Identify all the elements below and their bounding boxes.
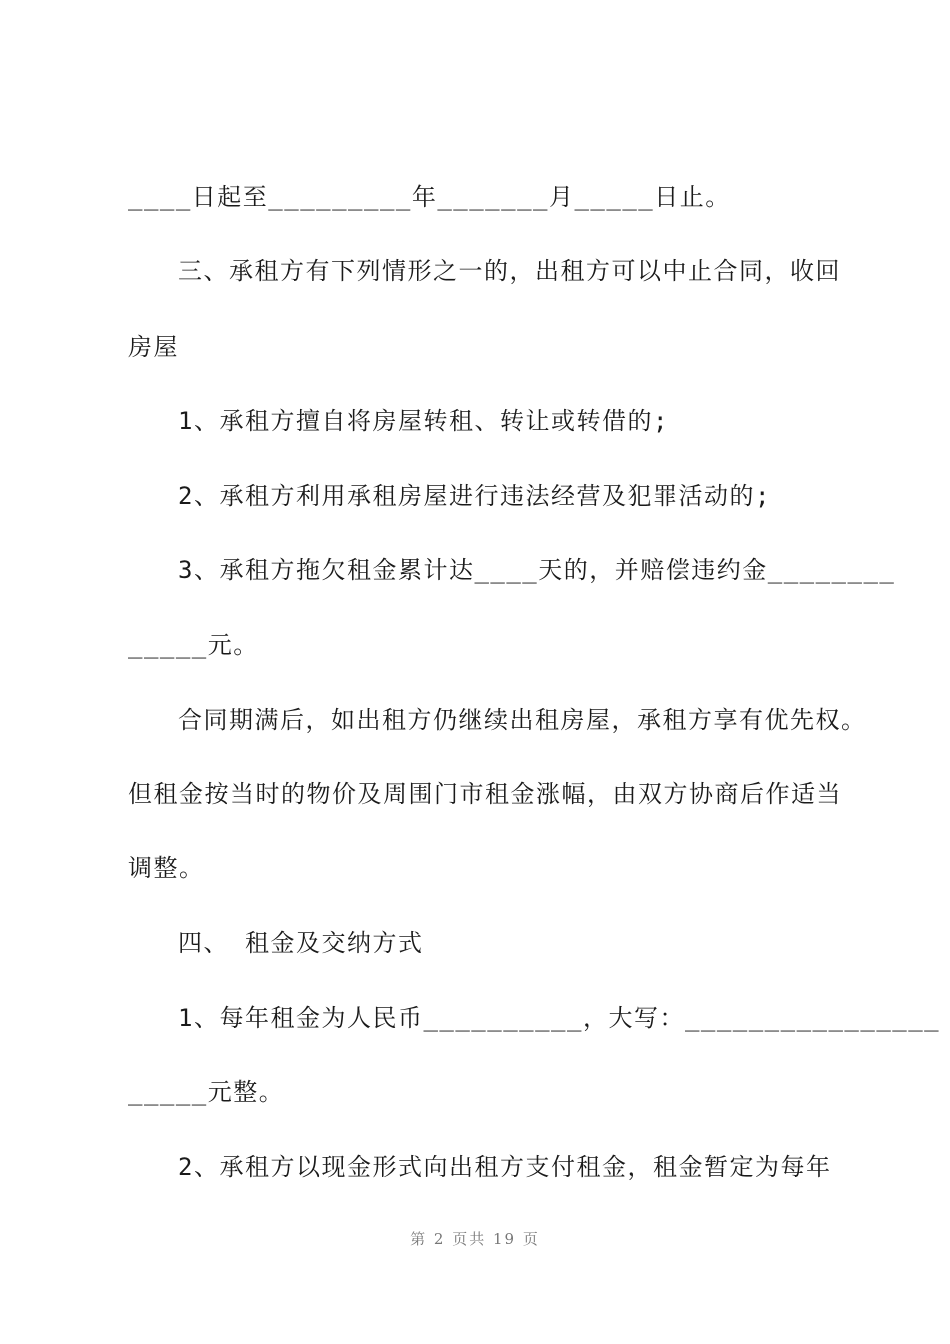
paragraph-line: 但租金按当时的物价及周围门市租金涨幅，由双方协商后作适当: [128, 780, 842, 808]
list-item: 1、承租方擅自将房屋转租、转让或转借的;: [178, 407, 669, 435]
text-line: _____元。: [128, 631, 259, 659]
text-line: ____日起至_________年_______月_____日止。: [128, 183, 731, 211]
list-item: 3、承租方拖欠租金累计达____天的，并赔偿违约金________: [178, 556, 896, 584]
text-line: 房屋: [128, 333, 179, 361]
section-heading: 四、 租金及交纳方式: [178, 929, 424, 957]
list-item: 1、每年租金为人民币__________，大写：________________: [178, 1004, 941, 1032]
page-footer: 第 2 页共 19 页: [410, 1230, 540, 1248]
text-line: _____元整。: [128, 1078, 285, 1106]
list-item: 2、承租方以现金形式向出租方支付租金，租金暂定为每年: [178, 1153, 832, 1181]
section-heading: 三、承租方有下列情形之一的，出租方可以中止合同，收回: [178, 257, 841, 285]
paragraph-line: 调整。: [128, 854, 205, 882]
list-item: 2、承租方利用承租房屋进行违法经营及犯罪活动的;: [178, 482, 771, 510]
paragraph-line: 合同期满后，如出租方仍继续出租房屋，承租方享有优先权。: [178, 706, 867, 734]
